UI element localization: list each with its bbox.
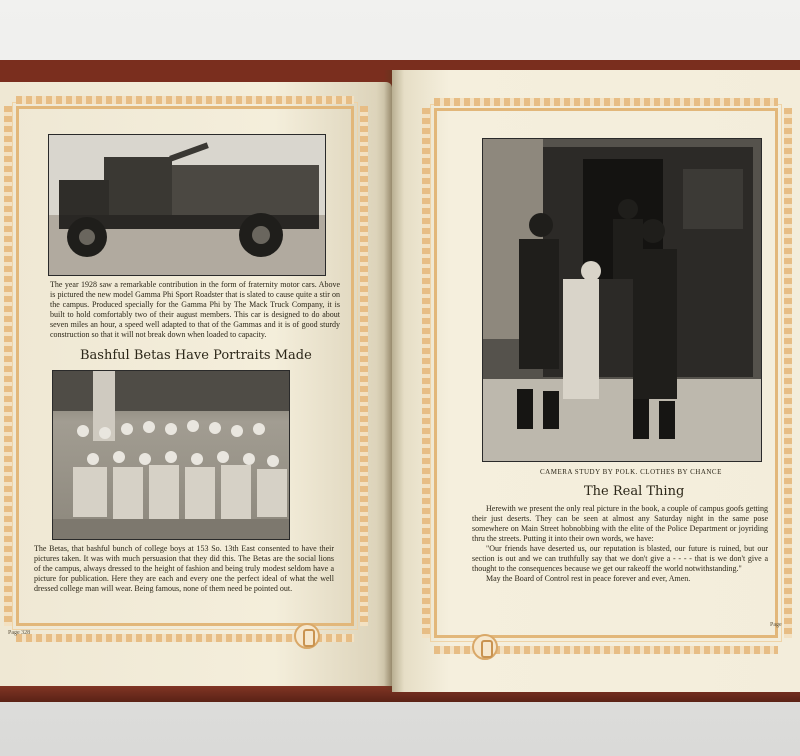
- right-outer-side-ornament: [784, 108, 792, 638]
- left-top-ornament: [16, 96, 354, 104]
- left-page: [0, 82, 392, 686]
- body-paragraph: Herewith we present the only real picture in the book, a couple of campus goofs getting their just deserts. They can be seen at almost any Saturday night in the same pose somewhere on Main Street hobnobbing with the elite of the Police Department or joyriding thru the streets. Putting it into their own words, we have:: [472, 504, 768, 543]
- real-thing-body: [472, 504, 768, 584]
- left-page-number: Page 328: [8, 630, 31, 636]
- left-monogram-medallion: [294, 623, 320, 649]
- body-closing: May the Board of Control rest in peace forever and ever, Amen.: [486, 574, 691, 583]
- right-page: [392, 70, 800, 692]
- police-photo: [482, 138, 762, 462]
- betas-heading: Bashful Betas Have Portraits Made: [80, 348, 312, 363]
- left-inner-side-ornament: [360, 106, 368, 626]
- real-thing-heading: The Real Thing: [584, 484, 685, 499]
- left-side-ornament: [4, 106, 12, 626]
- right-inner-side-ornament: [422, 108, 430, 638]
- body-quote: "Our friends have deserted us, our reputation is blasted, our future is ruined, but our section is out and we can truthfully say that we don't give a - - - - that is we don't give a thought to the consequences because we get our rakeoff the world notwithstanding.": [472, 544, 768, 573]
- group-photo: [52, 370, 290, 540]
- right-page-number: Page: [770, 622, 782, 628]
- right-monogram-medallion: [472, 634, 498, 660]
- photo-credit: CAMERA STUDY BY POLK. CLOTHES BY CHANCE: [540, 468, 722, 476]
- truck-caption: The year 1928 saw a remarkable contribution in the form of fraternity motor cars. Above is pictured the new model Gamma Phi Sport Roadster that is slated to cause quite a stir on the campus. Produced specially for the Gamma Phi by The Mack Truck Company, it is built to hold comfortably two of their august members. This car is designed to do about seven miles an hour, a speed well adapted to that of the Gammas and it is of good sturdy construction so that it will not break down when loaded to capacity.: [50, 280, 340, 339]
- truck-photo: [48, 134, 326, 276]
- betas-caption: The Betas, that bashful bunch of college boys at 153 So. 13th East consented to have their pictures taken. It was with much persuasion that they did this. The Betas are the social lions of the campus, always dressed to the height of fashion and being truly modest seldom have a picture for publication. Here they are each and every one the perfect ideal of what the well dressed college man will wear. Being famous, none of them need be pointed out.: [34, 544, 334, 593]
- right-top-ornament: [434, 98, 778, 106]
